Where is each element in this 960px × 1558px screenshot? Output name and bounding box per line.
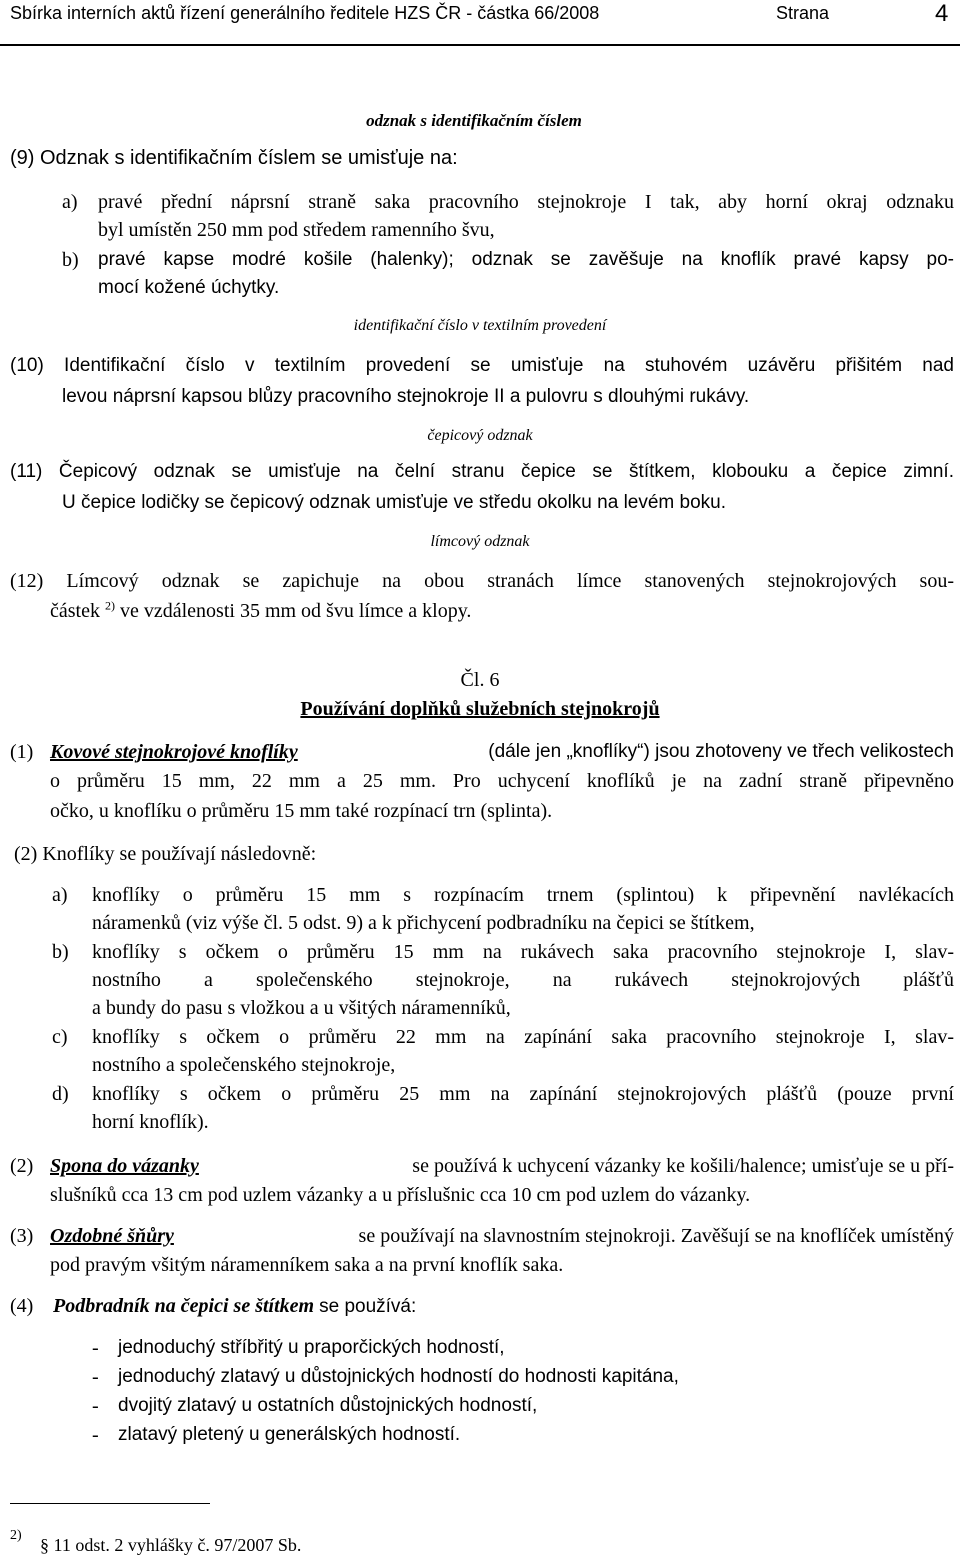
item-a-marker: a) [62,191,78,213]
button-item-b-line2: nostního a společenského stejnokroje, na rukávech stejnokrojových plášťů [92,969,954,991]
button-item-c-line2: nostního a společenského stejnokroje, [92,1054,396,1076]
para-12-line2-end: ve vzdálenosti 35 mm od švu límce a klopy. [119,600,472,622]
chinstrap-item-3: dvojitý zlatavý u ostatních důstojnických hodností, [118,1395,538,1416]
item-b-line1: pravé kapse modré košile (halenky); odznak se zavěšuje na knoflík pravé kapsy po- [98,249,954,270]
button-item-a-line1: knoflíky o průměru 15 mm s rozpínacím trnem (splintou) k připevnění navlékacích [92,884,954,906]
heading-collar: límcový odznak [430,533,530,550]
chinstrap-number: (4) [10,1295,34,1317]
button-item-b-line3: a bundy do pasu s vložkou a u všitých náramenníků, [92,997,511,1019]
para-9: (9) Odznak s identifikačním číslem se umisťuje na: [10,147,458,169]
tie-clip-line2: slušníků cca 13 cm pod uzlem vázanky a u příslušnic cca 10 cm pod uzlem do vázanky. [50,1184,751,1206]
item-b-line2: mocí kožené úchytky. [98,277,280,298]
chinstrap-line1 [53,1295,416,1318]
button-item-a-line2: náramenků (viz výše čl. 5 odst. 9) a k přichycení podbradníku na čepici se štítkem, [92,912,755,934]
cords-line2: pod pravým všitým náramenníkem saka a na první knoflík saka. [50,1254,564,1276]
cords-number: (3) [10,1225,34,1247]
chinstrap-dash-4: - [92,1424,99,1446]
chinstrap-item-2: jednoduchý zlatavý u důstojnických hodností do hodnosti kapitána, [118,1366,679,1387]
para-11-line2: U čepice lodičky se čepicový odznak umisťuje ve středu okolku na levém boku. [62,492,727,513]
button-item-c-marker: c) [52,1026,68,1048]
tie-clip-number: (2) [10,1155,34,1177]
chinstrap-term: Podbradník na čepici se štítkem [53,1295,315,1317]
item-b-marker: b) [62,249,79,271]
para-1-rest: (dále jen „knoflíky“) jsou zhotoveny ve třech velikostech [488,741,954,762]
cords-line1 [50,1225,954,1248]
footnote-text: § 11 odst. 2 vyhlášky č. 97/2007 Sb. [40,1535,302,1555]
button-item-d-line2: horní knoflík). [92,1111,209,1133]
heading-textile: identifikační číslo v textilním provedení [353,317,607,334]
heading-badge: odznak s identifikačním číslem [366,111,582,130]
para-12-line2-start: částek [50,600,100,622]
para-2-intro: (2) Knoflíky se používají následovně: [14,843,317,865]
chinstrap-dash-1: - [92,1337,99,1359]
para-1-number: (1) [10,741,34,763]
button-item-b-line1: knoflíky s očkem o průměru 15 mm na rukávech saka pracovního stejnokroje I, slav- [92,941,954,963]
para-1-line2: o průměru 15 mm, 22 mm a 25 mm. Pro uchycení knoflíků je na zadní straně připevněno [50,770,954,792]
tie-clip-term: Spona do vázanky [50,1155,199,1177]
article-title: Používání doplňků služebních stejnokrojů [300,698,660,720]
page-number: 4 [935,0,949,27]
chinstrap-dash-2: - [92,1366,99,1388]
button-item-c-line1: knoflíky s očkem o průměru 22 mm na zapínání saka pracovního stejnokroje I, slav- [92,1026,954,1048]
para-11-line1: (11) Čepicový odznak se umisťuje na čelní stranu čepice se štítkem, klobouku a čepice zimní. [10,461,954,482]
para-10-line1: (10) Identifikační číslo v textilním provedení se umisťuje na stuhovém uzávěru přišitém nad [10,355,954,376]
chinstrap-item-1: jednoduchý stříbřitý u praporčických hodností, [118,1337,505,1358]
footnote-ref: 2) [104,598,115,613]
heading-cap: čepicový odznak [427,427,533,444]
para-1-line1 [50,741,954,764]
chinstrap-rest: se používá: [319,1296,417,1317]
button-item-d-line1: knoflíky s očkem o průměru 25 mm na zapínání stejnokrojových plášťů (pouze první [92,1083,954,1105]
cords-rest: se používají na slavnostním stejnokroji. Zavěšují se na knoflíček umístěný [358,1225,954,1247]
article-number: Čl. 6 [460,669,500,691]
item-a-line1: pravé přední náprsní straně saka pracovního stejnokroje I tak, aby horní okraj odznaku [98,191,954,213]
para-1-term: Kovové stejnokrojové knoflíky [50,741,298,763]
button-item-b-marker: b) [52,941,69,963]
page-label: Strana [776,3,830,23]
item-a-line2: byl umístěn 250 mm pod středem ramenního švu, [98,219,495,241]
para-12-line1: (12) Límcový odznak se zapichuje na obou stranách límce stanovených stejnokrojových sou- [10,570,954,592]
collection-title: Sbírka interních aktů řízení generálního ředitele HZS ČR - částka 66/2008 [10,3,600,23]
tie-clip-line1 [50,1155,954,1178]
para-10-line2: levou náprsní kapsou blůzy pracovního stejnokroje II a pulovru s dlouhými rukávy. [62,386,750,407]
cords-term: Ozdobné šňůry [50,1225,174,1247]
para-1-line3: očko, u knoflíku o průměru 15 mm také rozpínací trn (splinta). [50,800,553,822]
header-rule [0,44,960,46]
footnote-rule [10,1503,210,1504]
footnote-marker: 2) [10,1528,22,1543]
chinstrap-item-4: zlatavý pletený u generálských hodností. [118,1424,461,1445]
button-item-d-marker: d) [52,1083,69,1105]
para-12-line2 [50,600,471,623]
page-header [0,0,960,46]
chinstrap-dash-3: - [92,1395,99,1417]
button-item-a-marker: a) [52,884,68,906]
tie-clip-rest: se používá k uchycení vázanky ke košili/halence; umisťuje se u pří- [412,1155,954,1177]
